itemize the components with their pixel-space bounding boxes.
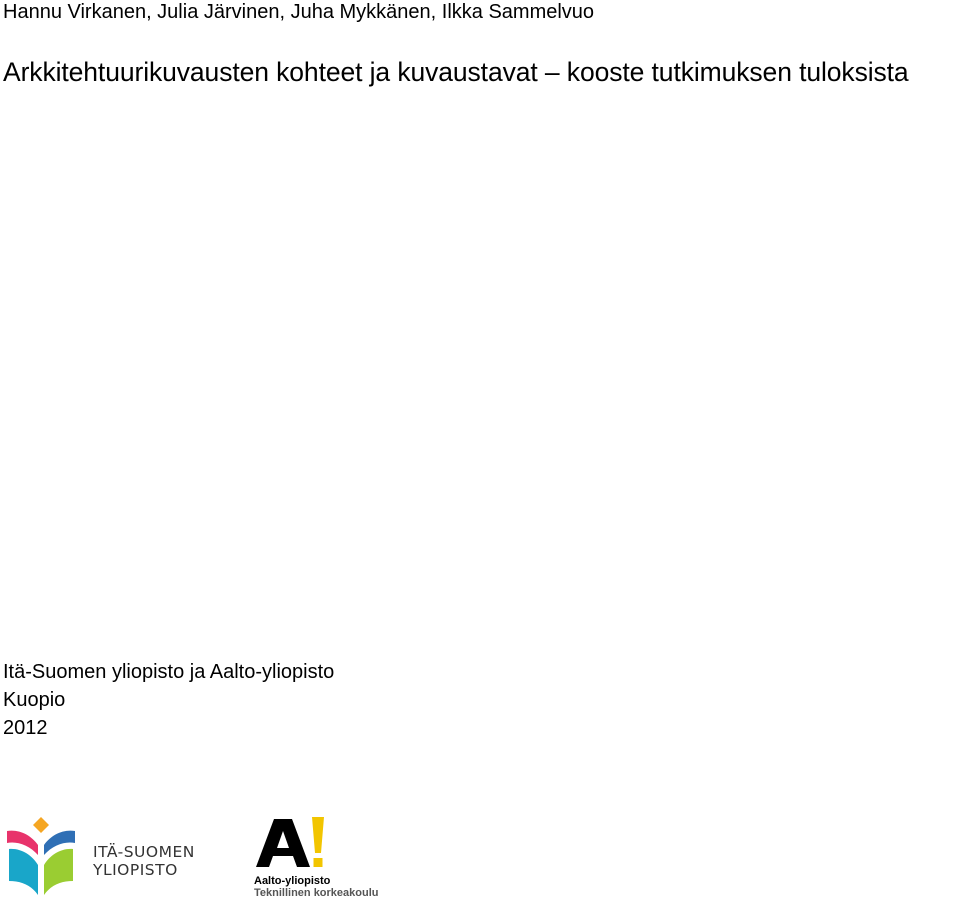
uef-book-icon xyxy=(5,815,77,897)
aalto-logo xyxy=(254,815,394,900)
uef-logo xyxy=(5,815,205,897)
place-line: Kuopio xyxy=(3,689,66,711)
imprint-block xyxy=(3,658,334,742)
authors-line: Hannu Virkanen, Julia Järvinen, Juha Mykkänen, Ilkka Sammelvuo xyxy=(3,1,595,23)
aalto-a-mark xyxy=(254,815,334,871)
uef-wordmark xyxy=(93,843,195,879)
publisher-line: Itä-Suomen yliopisto ja Aalto-yliopisto xyxy=(3,661,335,683)
uef-wordmark-line1: ITÄ-SUOMEN xyxy=(93,843,195,861)
aalto-subtitle: Teknillinen korkeakoulu xyxy=(254,887,379,899)
aalto-name: Aalto-yliopisto xyxy=(254,875,331,887)
year-line: 2012 xyxy=(3,717,48,739)
document-title: Arkkitehtuurikuvausten kohteet ja kuvaustavat – kooste tutkimuksen tuloksista xyxy=(3,57,909,87)
uef-wordmark-line2: YLIOPISTO xyxy=(93,861,178,879)
